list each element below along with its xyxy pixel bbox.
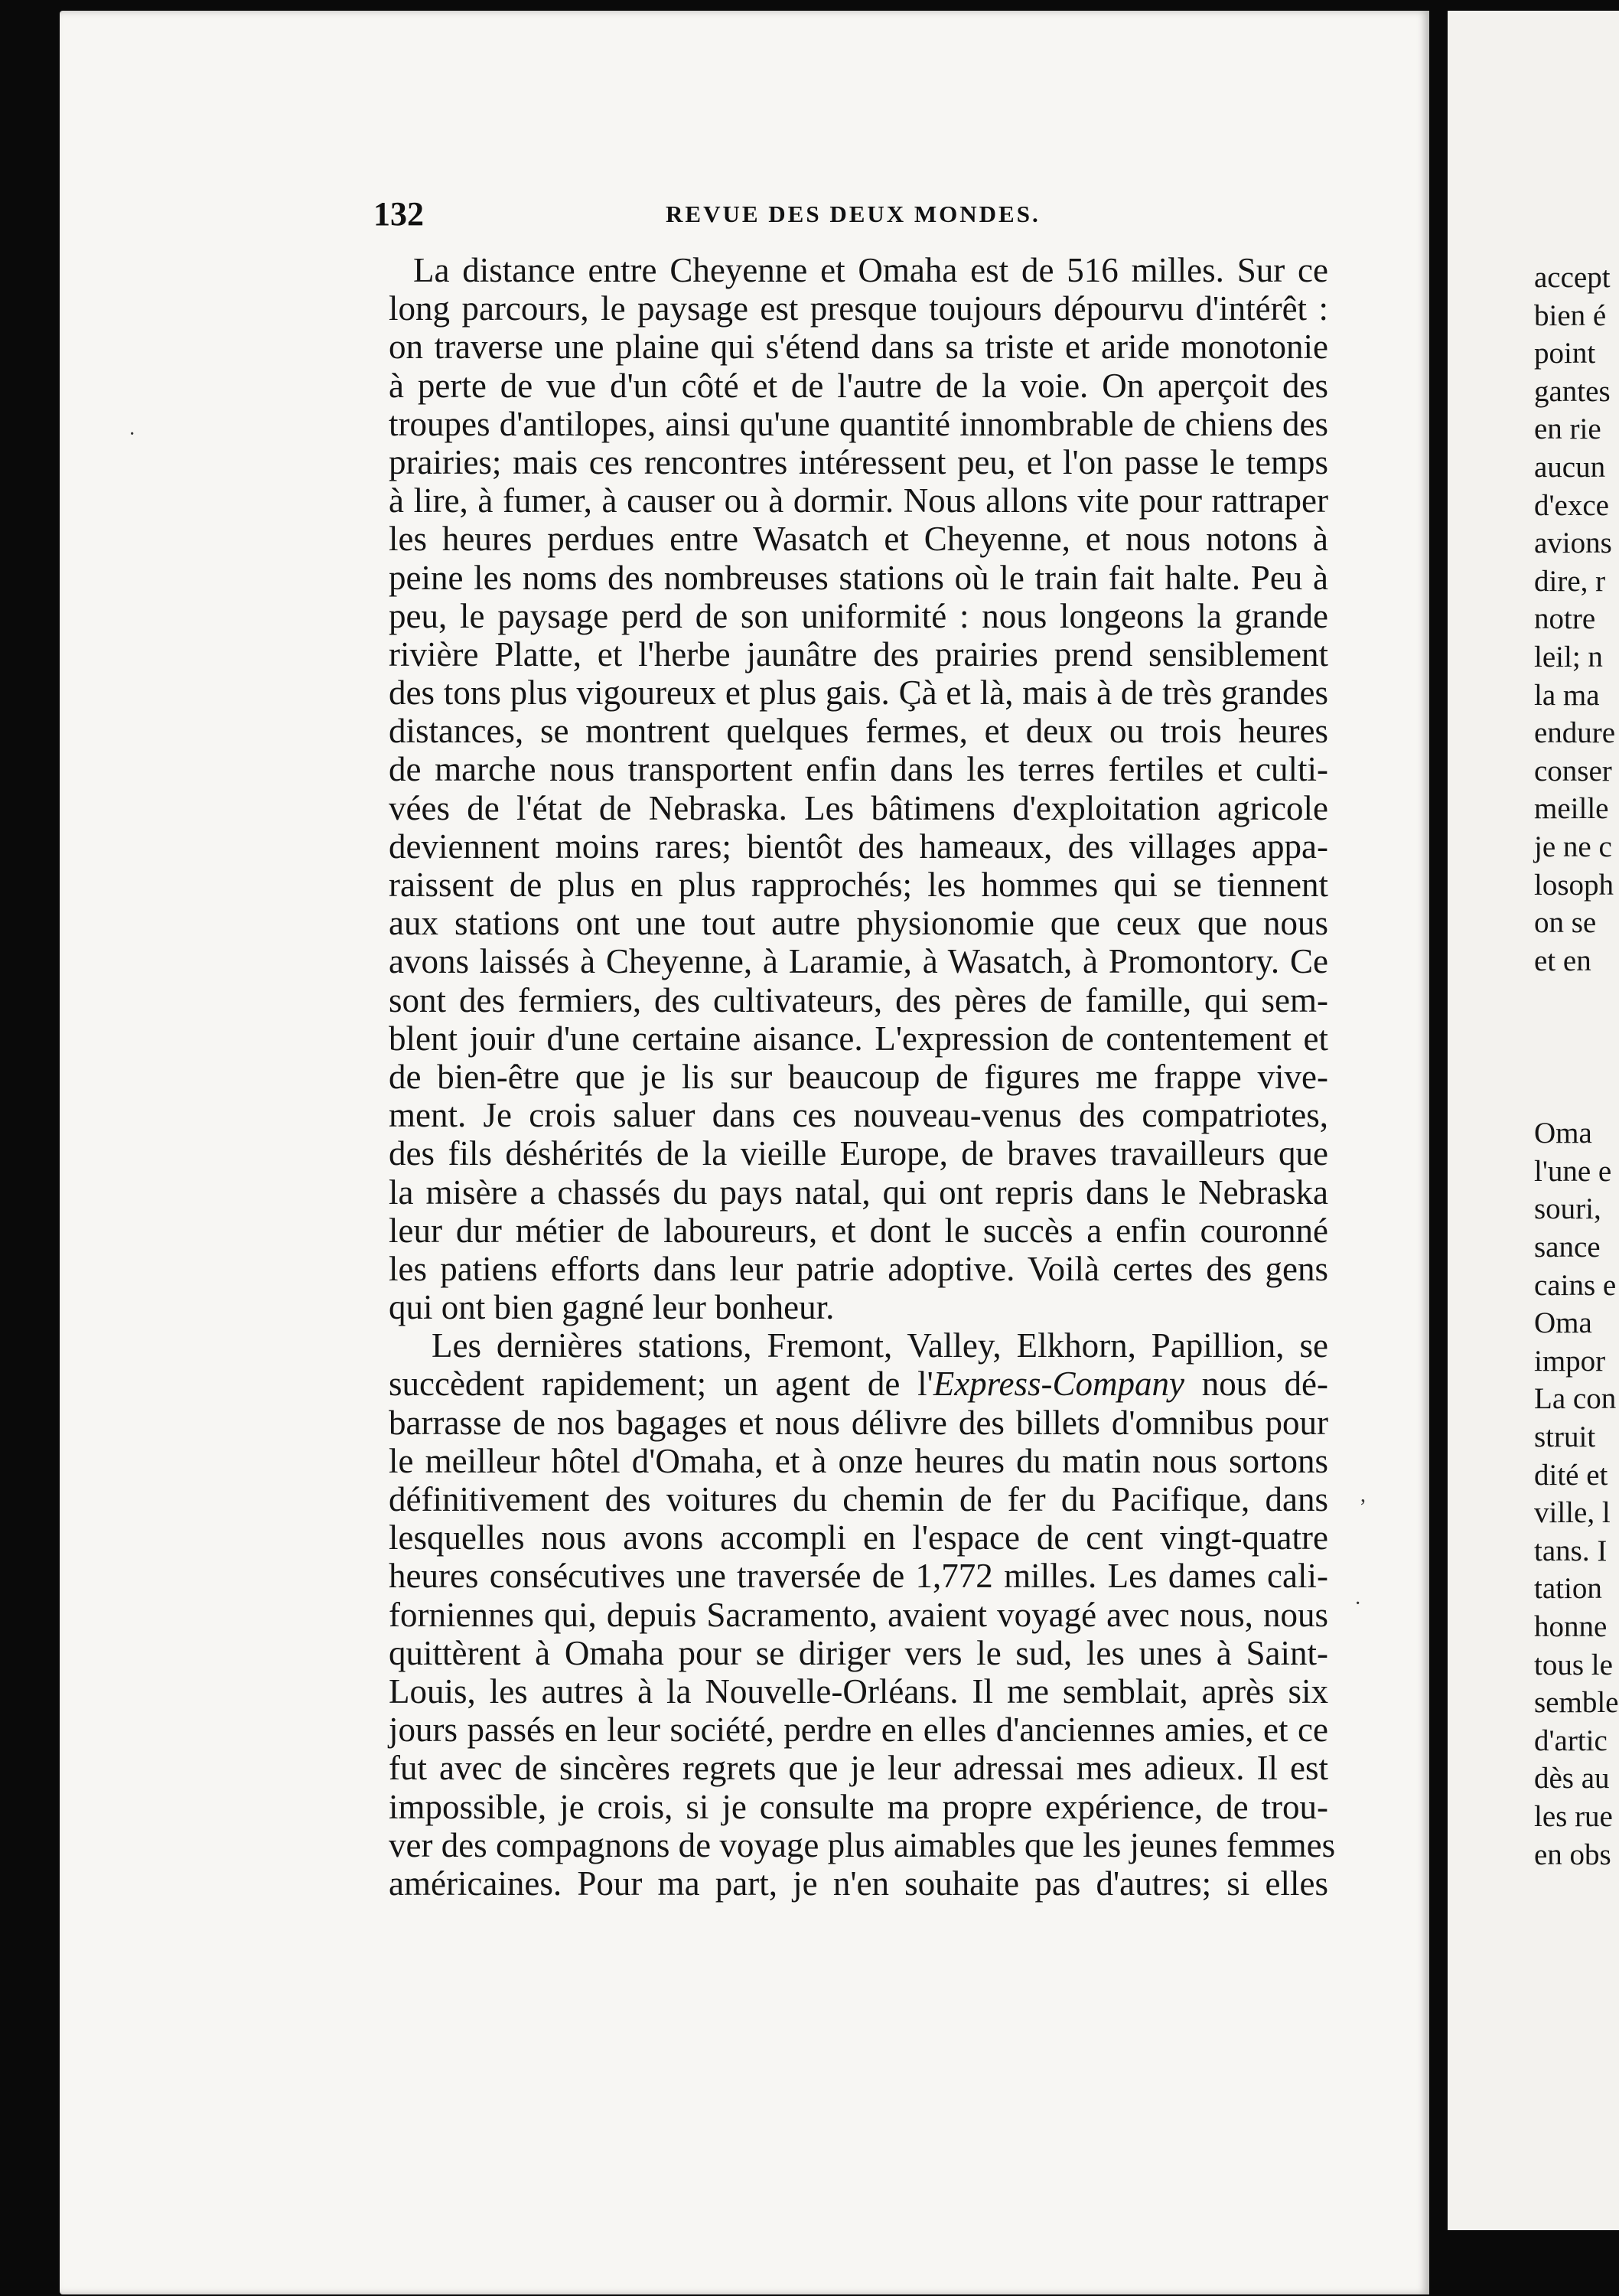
- speck-mark: ,: [1360, 1483, 1366, 1507]
- text-line: blent jouir d'une certaine aisance. L'expression de contentement et: [389, 1019, 1328, 1058]
- facing-page-line: Oma: [1534, 1117, 1592, 1150]
- text-line: de marche nous transportent enfin dans les terres fertiles et culti-: [389, 750, 1328, 789]
- facing-page-line: endure: [1534, 716, 1616, 750]
- facing-page-line: ville, l: [1534, 1496, 1611, 1530]
- facing-page-line: losoph: [1534, 868, 1614, 902]
- text-line: sont des fermiers, des cultivateurs, des pères de famille, qui sem-: [389, 980, 1328, 1019]
- speck-mark: ·: [1354, 1592, 1362, 1616]
- facing-page-line: honne: [1534, 1610, 1608, 1643]
- text-line: quittèrent à Omaha pour se diriger vers le sud, les unes à Saint-: [389, 1633, 1328, 1672]
- text-line: ment. Je crois saluer dans ces nouveau-venus des compatriotes,: [389, 1096, 1328, 1135]
- facing-page-line: dès au: [1534, 1762, 1610, 1795]
- facing-page-line: souri,: [1534, 1192, 1601, 1226]
- text-line: lesquelles nous avons accompli en l'espace de cent vingt-quatre: [389, 1518, 1328, 1557]
- facing-page-line: conser: [1534, 754, 1612, 788]
- text-line: heures consécutives une traversée de 1,772 milles. Les dames cali-: [389, 1557, 1328, 1596]
- facing-page-line: sance: [1534, 1231, 1601, 1264]
- text-line: des tons plus vigoureux et plus gais. Çà et là, mais à de très grandes: [389, 673, 1328, 713]
- text-line: américaines. Pour ma part, je n'en souhaite pas d'autres; si elles: [389, 1864, 1328, 1903]
- facing-page-line: on se: [1534, 906, 1597, 940]
- text-line: le meilleur hôtel d'Omaha, et à onze heures du matin nous sortons: [389, 1441, 1328, 1480]
- text-line: les patiens efforts dans leur patrie adoptive. Voilà certes des gens: [389, 1249, 1328, 1288]
- text-line: vées de l'état de Nebraska. Les bâtimens d'exploitation agricole: [389, 788, 1328, 827]
- facing-page-line: meille: [1534, 792, 1609, 826]
- text-line: Louis, les autres à la Nouvelle-Orléans. Il me semblait, après six: [389, 1671, 1328, 1711]
- facing-page-line: d'artic: [1534, 1724, 1608, 1757]
- body-text: [389, 251, 1336, 1903]
- facing-page-line: accept: [1534, 261, 1611, 294]
- text-line: long parcours, le paysage est presque toujours dépourvu d'intérêt :: [389, 289, 1328, 328]
- facing-page-line: en rie: [1534, 413, 1601, 446]
- facing-page-line: notre: [1534, 602, 1596, 636]
- facing-page-line: tation: [1534, 1572, 1602, 1606]
- text-line: distances, se montrent quelques fermes, et deux ou trois heures: [389, 712, 1328, 751]
- text-line: de bien-être que je lis sur beaucoup de figures me frappe vive-: [389, 1057, 1328, 1096]
- facing-page-line: point: [1534, 337, 1596, 370]
- text-line: deviennent moins rares; bientôt des hameaux, des villages appa-: [389, 827, 1328, 866]
- section-gap: [1534, 980, 1619, 1114]
- text-line: définitivement des voitures du chemin de fer du Pacifique, dans: [389, 1480, 1328, 1518]
- text-line-mixed: [389, 1365, 1328, 1403]
- facing-page-line: en obs: [1534, 1838, 1611, 1871]
- text-line: on traverse une plaine qui s'étend dans sa triste et aride monotonie: [389, 328, 1328, 367]
- facing-page-line: leil; n: [1534, 640, 1603, 673]
- text-line: aux stations ont une tout autre physionomie que ceux que nous: [389, 904, 1328, 943]
- facing-page-line: aucun: [1534, 450, 1606, 484]
- text-line: ver des compagnons de voyage plus aimables que les jeunes femmes: [389, 1825, 1336, 1864]
- text-line: fut avec de sincères regrets que je leur adressai mes adieux. Il est: [389, 1749, 1328, 1788]
- facing-page-line: la ma: [1534, 678, 1600, 712]
- facing-page-text: [1534, 259, 1619, 1874]
- facing-page-line: tous le: [1534, 1648, 1613, 1681]
- facing-page-line: dire, r: [1534, 564, 1606, 598]
- text-line: forniennes qui, depuis Sacramento, avaient voyagé avec nous, nous: [389, 1595, 1328, 1634]
- facing-page-line: semble: [1534, 1686, 1619, 1720]
- facing-page-line: d'exce: [1534, 488, 1609, 522]
- text-line: à lire, à fumer, à causer ou à dormir. Nous allons vite pour rattraper: [389, 481, 1328, 520]
- text-line: La distance entre Cheyenne et Omaha est de 516 milles. Sur ce: [413, 251, 1328, 289]
- text-line: la misère a chassés du pays natal, qui ont repris dans le Nebraska: [389, 1172, 1328, 1212]
- text-line: impossible, je crois, si je consulte ma propre expérience, de trou-: [389, 1787, 1328, 1826]
- speck-mark: ·: [129, 422, 136, 446]
- facing-page-line: je ne c: [1534, 830, 1612, 863]
- facing-page-line: Oma: [1534, 1306, 1592, 1340]
- facing-page-line: tans. I: [1534, 1534, 1608, 1567]
- italic-company-name: Express-Company: [933, 1365, 1184, 1404]
- facing-page-line: avions: [1534, 527, 1612, 560]
- facing-page-line: gantes: [1534, 374, 1611, 408]
- running-title: REVUE DES DEUX MONDES.: [666, 201, 1041, 227]
- facing-page-line: et en: [1534, 944, 1591, 977]
- facing-page-line: impor: [1534, 1344, 1606, 1378]
- text-line: raissent de plus en plus rapprochés; les hommes qui se tiennent: [389, 866, 1328, 904]
- facing-page-line: cains e: [1534, 1268, 1617, 1302]
- text-line: les heures perdues entre Wasatch et Cheyenne, et nous notons à: [389, 520, 1328, 559]
- text-fragment: nous dé-: [1184, 1365, 1328, 1404]
- facing-page-line: dité et: [1534, 1458, 1608, 1492]
- text-line: barrasse de nos bagages et nous délivre des billets d'omnibus pour: [389, 1403, 1328, 1442]
- facing-page-line: les rue: [1534, 1799, 1613, 1833]
- text-line: peu, le paysage perd de son uniformité : nous longeons la grande: [389, 596, 1328, 635]
- text-line: Les dernières stations, Fremont, Valley, Elkhorn, Papillion, se: [432, 1326, 1328, 1365]
- text-fragment: succèdent rapidement; un agent de l': [389, 1365, 933, 1404]
- text-line: des fils déshérités de la vieille Europe, de braves travailleurs que: [389, 1134, 1328, 1173]
- text-line: à perte de vue d'un côté et de l'autre de la voie. On aperçoit des: [389, 366, 1328, 405]
- text-line: qui ont bien gagné leur bonheur.: [389, 1288, 835, 1327]
- facing-page-line: bien é: [1534, 298, 1607, 332]
- text-line: avons laissés à Cheyenne, à Laramie, à Wasatch, à Promontory. Ce: [389, 942, 1328, 981]
- text-line: leur dur métier de laboureurs, et dont le succès a enfin couronné: [389, 1211, 1328, 1250]
- text-line: peine les noms des nombreuses stations où le train fait halte. Peu à: [389, 558, 1328, 597]
- text-line: jours passés en leur société, perdre en elles d'anciennes amies, et ce: [389, 1711, 1328, 1750]
- text-line: troupes d'antilopes, ainsi qu'une quantité innombrable de chiens des: [389, 404, 1328, 443]
- facing-page-line: struit: [1534, 1420, 1596, 1454]
- page-header: [373, 194, 1314, 240]
- text-line: prairies; mais ces rencontres intéressent peu, et l'on passe le temps: [389, 442, 1328, 481]
- facing-page-line: l'une e: [1534, 1154, 1612, 1188]
- page-number: 132: [373, 195, 424, 233]
- text-line: rivière Platte, et l'herbe jaunâtre des prairies prend sensiblement: [389, 634, 1328, 673]
- facing-page-line: La con: [1534, 1382, 1617, 1416]
